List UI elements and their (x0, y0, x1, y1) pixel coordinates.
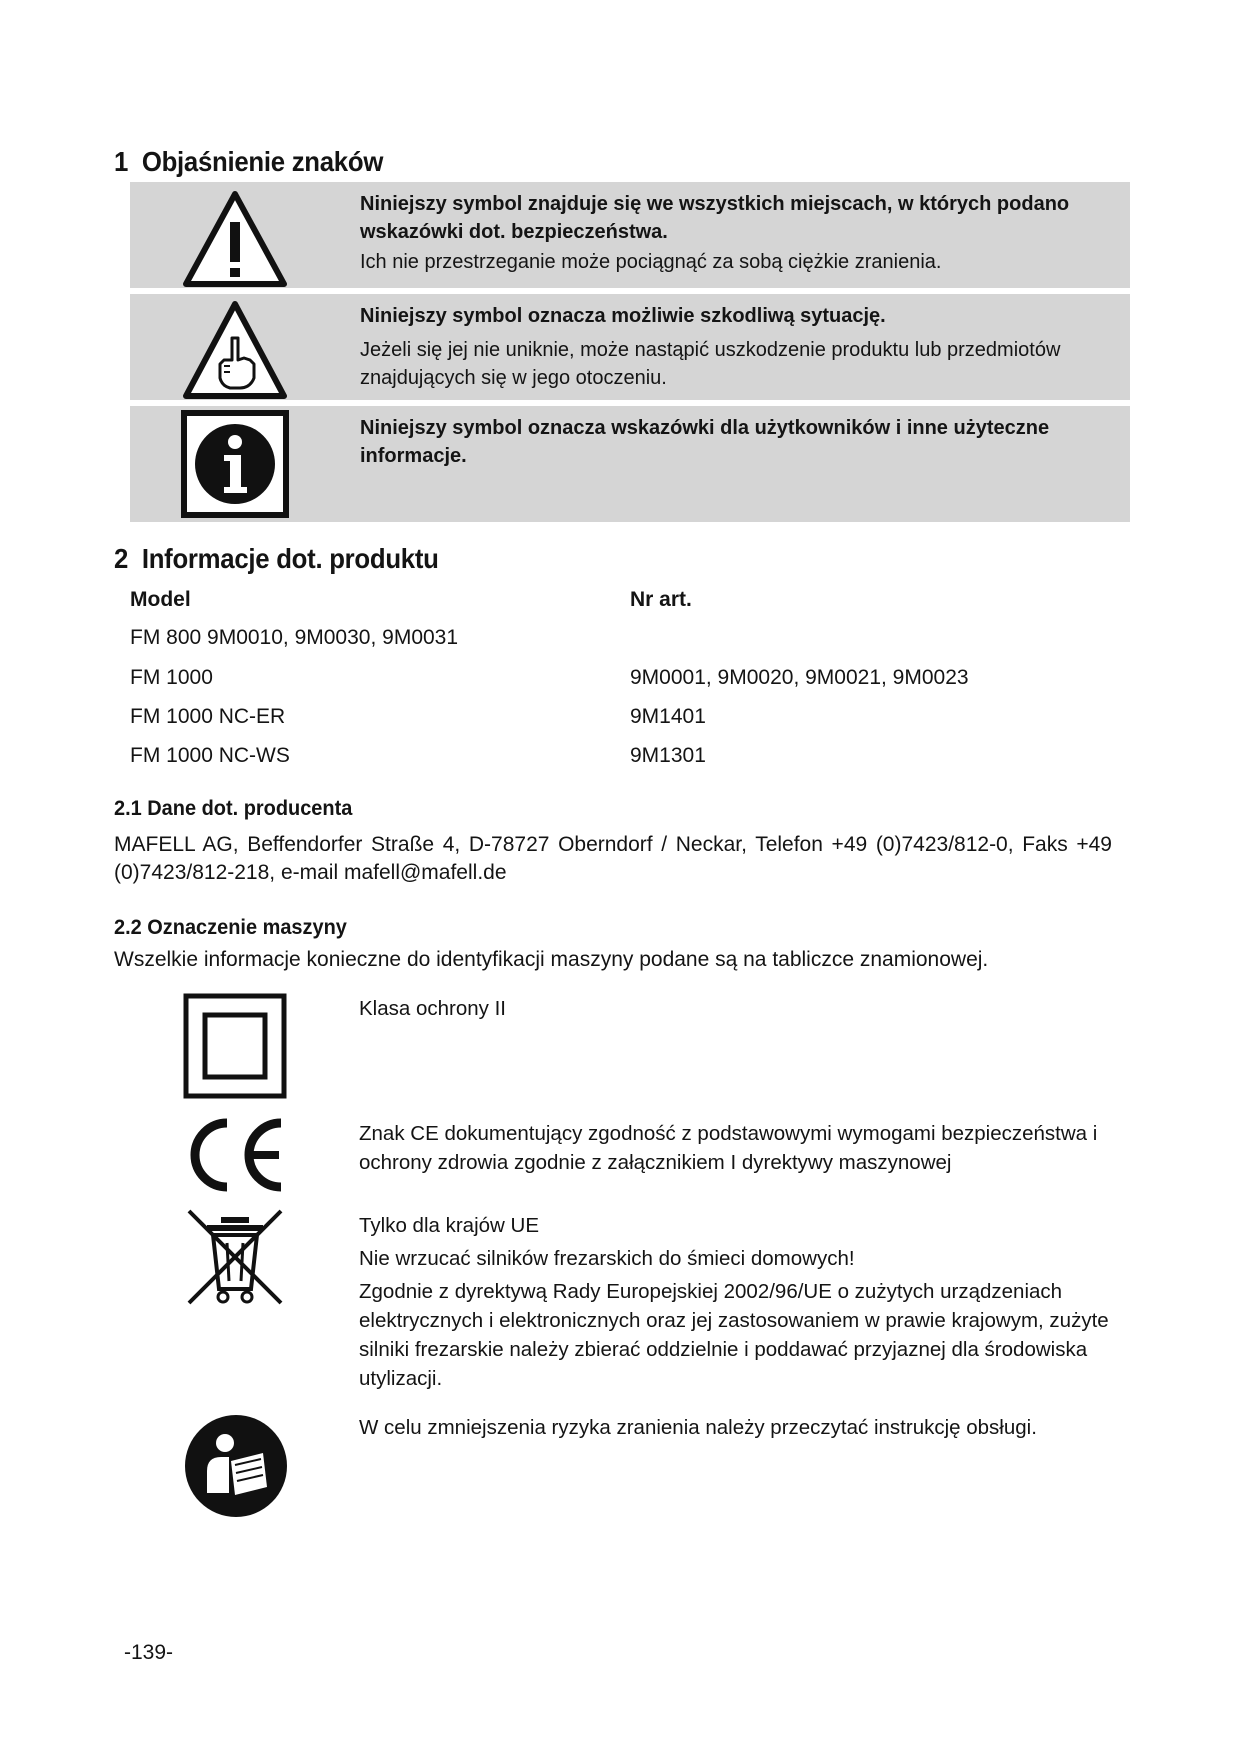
table-cell: FM 800 9M0010, 9M0030, 9M0031 (130, 626, 459, 649)
section-2-heading (114, 543, 439, 575)
symbol-text: Jeżeli się jej nie uniknie, może nastąpić uszkodzenie produktu lub przedmiotów znajdujących się w jego otoczeniu. (360, 339, 1061, 389)
read-manual-icon (183, 1413, 289, 1519)
ce-mark-icon (183, 1115, 287, 1195)
warning-triangle-icon (180, 186, 290, 296)
symbol-row-warning (130, 182, 1130, 288)
section-number: 2 (114, 543, 129, 574)
weee-line: Nie wrzucać silników frezarskich do śmieci domowych! (359, 1247, 855, 1270)
table-cell: FM 1000 NC-ER (130, 705, 286, 728)
info-icon (180, 409, 290, 519)
weee-text-block (359, 1211, 1119, 1393)
ce-mark-text: Znak CE dokumentujący zgodność z podstawowymi wymogami bezpieczeństwa i ochrony zdrowia zgodnie z załącznikiem I dyrektywy maszynowej (359, 1122, 1098, 1174)
table-cell: 9M0001, 9M0020, 9M0021, 9M0023 (630, 666, 969, 689)
identification-text: Wszelkie informacje konieczne do identyfikacji maszyny podane są na tabliczce znamionowej. (114, 948, 989, 971)
section-number: 1 (114, 146, 129, 177)
subsection-2-2-heading: 2.2 Oznaczenie maszyny (114, 916, 347, 939)
manufacturer-address: MAFELL AG, Beffendorfer Straße 4, D-78727 Oberndorf / Neckar, Telefon +49 (0)7423/812-0, Faks +49 (0)7423/812-218, e-mail mafell@mafell.de (114, 833, 1112, 884)
table-cell: FM 1000 (130, 666, 213, 689)
table-cell: 9M1401 (630, 705, 706, 728)
section-title: Informacje dot. produktu (141, 543, 439, 574)
page-number: -139- (124, 1641, 174, 1664)
caution-hand-icon (180, 298, 290, 408)
symbol-bold-text: Niniejszy symbol znajduje się we wszystkich miejscach, w których podano wskazówki dot. bezpieczeństwa. (360, 193, 1070, 243)
subsection-2-1-heading: 2.1 Dane dot. producenta (114, 797, 353, 820)
weee-line: Zgodnie z dyrektywą Rady Europejskiej 2002/96/UE o zużytych urządzeniach elektrycznych i elektronicznych oraz jej zastosowaniem w prawie krajowym, zużyte silniki frezarskie należy zbierać oddzielnie i poddawać przyjaznej dla środowiska utylizacji. (359, 1280, 1109, 1390)
table-cell: FM 1000 NC-WS (130, 744, 290, 767)
symbol-text: Ich nie przestrzeganie może pociągnąć za sobą ciężkie zranienia. (360, 251, 942, 273)
protection-class-ii-icon (183, 993, 287, 1099)
symbol-row-caution (130, 294, 1130, 400)
read-manual-text: W celu zmniejszenia ryzyka zranienia należy przeczytać instrukcję obsługi. (359, 1416, 1037, 1439)
symbol-row-info (130, 406, 1130, 522)
symbol-bold-text: Niniejszy symbol oznacza możliwie szkodliwą sytuację. (360, 305, 886, 327)
section-1-heading (114, 146, 383, 178)
section-title: Objaśnienie znaków (141, 146, 384, 177)
weee-line: Tylko dla krajów UE (359, 1214, 540, 1237)
table-header-article: Nr art. (630, 588, 692, 611)
table-header-model: Model (130, 588, 191, 611)
table-cell: 9M1301 (630, 744, 706, 767)
crossed-bin-icon (183, 1205, 287, 1309)
symbol-bold-text: Niniejszy symbol oznacza wskazówki dla użytkowników i inne użyteczne informacje. (360, 417, 1050, 467)
protection-class-text: Klasa ochrony II (359, 997, 506, 1020)
